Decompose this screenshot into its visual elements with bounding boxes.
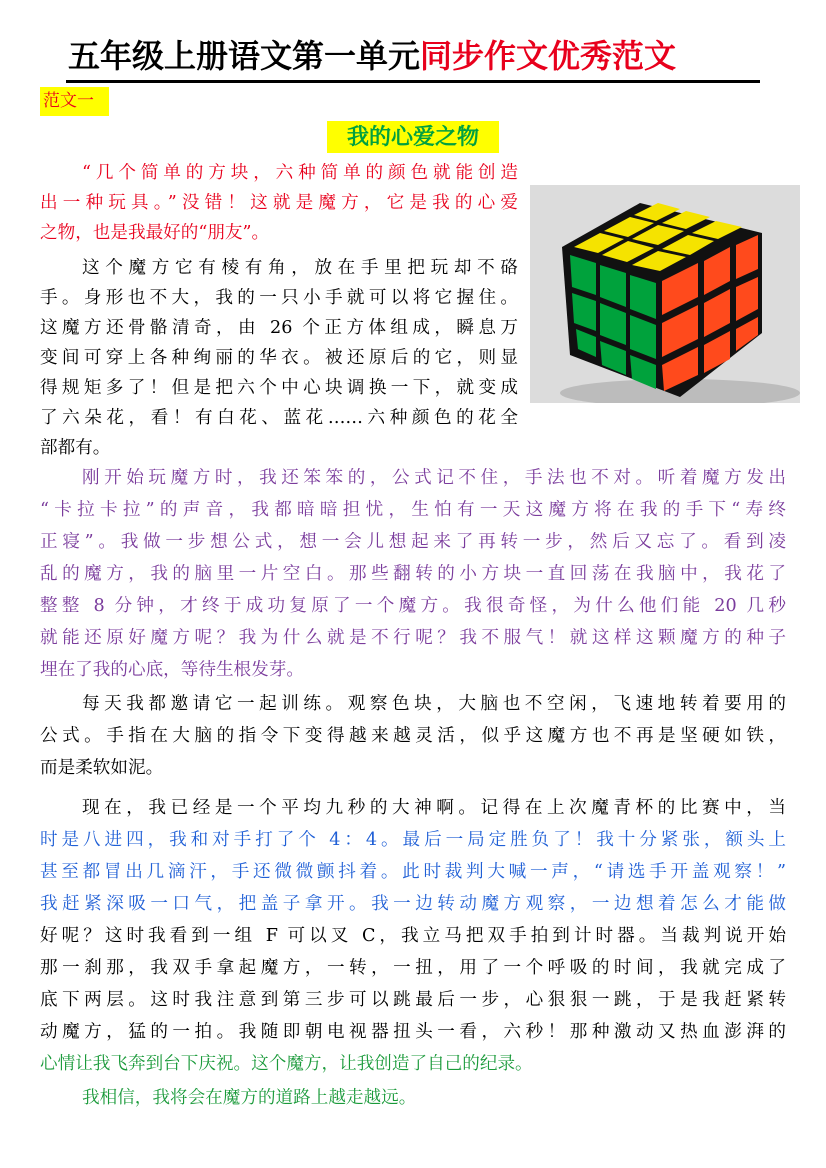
title-underline bbox=[66, 80, 760, 83]
essay-line: “卡拉卡拉”的声音，我都暗暗担忧，生怕有一天这魔方将在我的手下“寿终 bbox=[40, 500, 786, 520]
essay-line: 乱的魔方，我的脑里一片空白。那些翻转的小方块一直回荡在我脑中，我花了 bbox=[40, 564, 786, 584]
essay-line: 好呢？这时我看到一组 F 可以叉 C，我立马把双手拍到计时器。当裁判说开始 bbox=[40, 926, 786, 946]
essay-line: 出一种玩具。”没错！这就是魔方，它是我的心爱 bbox=[40, 193, 518, 213]
title-black-part: 五年级上册语文第一单元 bbox=[68, 37, 421, 75]
essay-line: 现在，我已经是一个平均九秒的大神啊。记得在上次魔青杯的比赛中，当 bbox=[82, 798, 786, 818]
essay-line: 心情让我飞奔到台下庆祝。这个魔方，让我创造了自己的纪录。 bbox=[40, 1054, 533, 1074]
essay-line: 之物，也是我最好的“朋友”。 bbox=[40, 223, 270, 243]
essay-line: 这魔方还骨骼清奇，由 26 个正方体组成，瞬息万 bbox=[40, 318, 518, 338]
essay-line: 手。身形也不大，我的一只小手就可以将它握住。 bbox=[40, 288, 518, 308]
essay-line: 部都有。 bbox=[40, 438, 111, 458]
essay-title: 我的心爱之物 bbox=[327, 121, 499, 153]
essay-line: 时是八进四，我和对手打了个 4：4。最后一局定胜负了！我十分紧张，额头上 bbox=[40, 830, 786, 850]
essay-line: 这个魔方它有棱有角，放在手里把玩却不硌 bbox=[82, 258, 518, 278]
rubik-cube-image bbox=[530, 185, 800, 403]
essay-line: 公式。手指在大脑的指令下变得越来越灵活，似乎这魔方也不再是坚硬如铁， bbox=[40, 726, 786, 746]
title-red-part: 同步作文优秀范文 bbox=[420, 37, 677, 75]
essay-line: 正寝”。我做一步想公式，想一会儿想起来了再转一步，然后又忘了。看到凌 bbox=[40, 532, 786, 552]
essay-line: 每天我都邀请它一起训练。观察色块，大脑也不空闲，飞速地转着要用的 bbox=[82, 694, 786, 714]
essay-line: 埋在了我的心底，等待生根发芽。 bbox=[40, 660, 304, 680]
page-title bbox=[68, 36, 758, 80]
essay-line: 刚开始玩魔方时，我还笨笨的，公式记不住，手法也不对。听着魔方发出 bbox=[82, 468, 786, 488]
essay-line: 得规矩多了！但是把六个中心块调换一下，就变成 bbox=[40, 378, 518, 398]
essay-line: 整整 8 分钟，才终于成功复原了一个魔方。我很奇怪，为什么他们能 20 几秒 bbox=[40, 596, 786, 616]
section-tag: 范文一 bbox=[40, 87, 109, 116]
essay-line: 甚至都冒出几滴汗，手还微微颤抖着。此时裁判大喊一声，“请选手开盖观察！” bbox=[40, 862, 786, 882]
rubik-cube-photo bbox=[530, 185, 800, 403]
essay-line: 就能还原好魔方呢？我为什么就是不行呢？我不服气！就这样这颗魔方的种子 bbox=[40, 628, 786, 648]
essay-line: 了六朵花，看！有白花、蓝花……六种颜色的花全 bbox=[40, 408, 518, 428]
essay-line: 变间可穿上各种绚丽的华衣。被还原后的它，则显 bbox=[40, 348, 518, 368]
essay-line: 底下两层。这时我注意到第三步可以跳最后一步，心狠狠一跳，于是我赶紧转 bbox=[40, 990, 786, 1010]
essay-line: 我赶紧深吸一口气，把盖子拿开。我一边转动魔方观察，一边想着怎么才能做 bbox=[40, 894, 786, 914]
essay-line: 那一刹那，我双手拿起魔方，一转，一扭，用了一个呼吸的时间，我就完成了 bbox=[40, 958, 786, 978]
essay-line: 我相信，我将会在魔方的道路上越走越远。 bbox=[82, 1088, 417, 1108]
essay-line: 而是柔软如泥。 bbox=[40, 758, 164, 778]
essay-line: “几个简单的方块，六种简单的颜色就能创造 bbox=[82, 163, 518, 183]
essay-line: 动魔方，猛的一拍。我随即朝电视器扭头一看，六秒！那种激动又热血澎湃的 bbox=[40, 1022, 786, 1042]
